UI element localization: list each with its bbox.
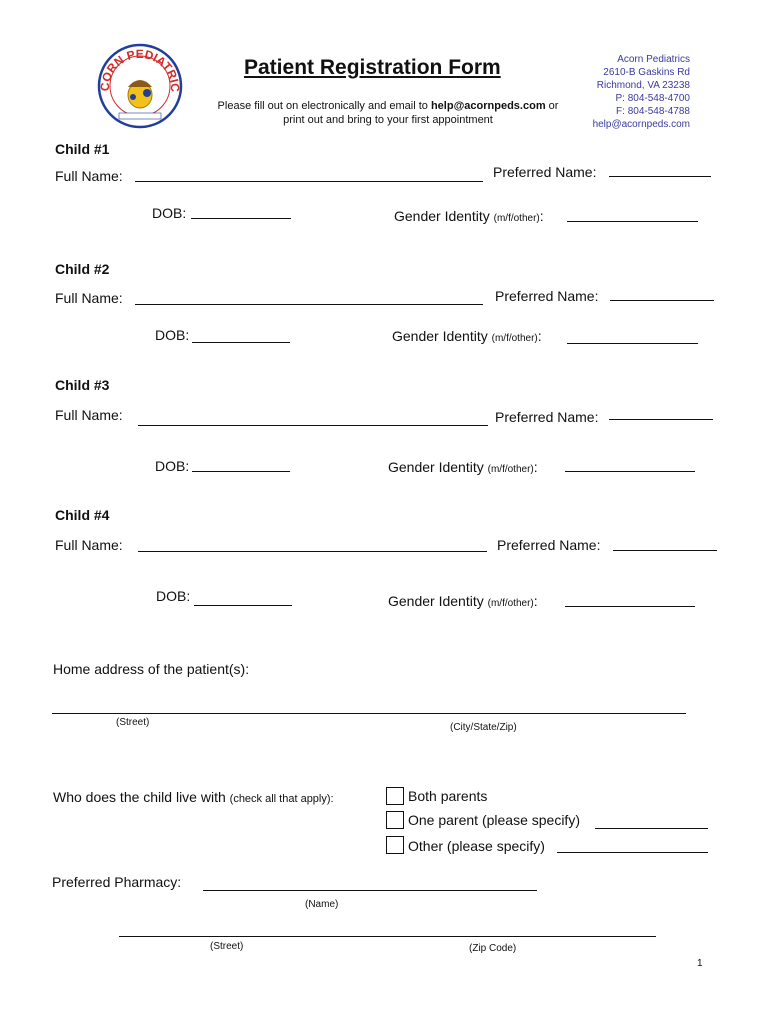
one-parent-checkbox[interactable]: [386, 811, 404, 829]
child-2-preferred-name-field[interactable]: [610, 300, 714, 301]
instructions: Please fill out on electronically and email to help@acornpeds.com or print out and bring to your first appointment: [217, 100, 559, 126]
child-4-preferred-name-field[interactable]: [613, 550, 717, 551]
child-1-preferred-name-label: Preferred Name:: [493, 164, 597, 180]
pharmacy-label: Preferred Pharmacy:: [52, 874, 182, 890]
child-2-gender-label: Gender Identity (m/f/other):: [392, 328, 542, 344]
child-1-dob-field[interactable]: [191, 218, 291, 219]
child-1-full-name-label: Full Name:: [55, 168, 123, 184]
child-2-full-name-field[interactable]: [135, 304, 483, 305]
child-2-heading: Child #2: [55, 261, 110, 277]
pharmacy-name-field[interactable]: [203, 890, 537, 891]
child-2-gender-field[interactable]: [567, 343, 698, 344]
instructions-email: help@acornpeds.com: [430, 100, 546, 112]
child-1-gender-field[interactable]: [567, 221, 698, 222]
child-2-dob-label: DOB:: [155, 327, 190, 343]
child-2-full-name-label: Full Name:: [55, 290, 123, 306]
home-address-label: Home address of the patient(s):: [53, 661, 250, 677]
clinic-address: Acorn Pediatrics 2610-B Gaskins Rd Richmond, VA 23238 P: 804-548-4700 F: 804-548-4788 help@acornpeds.com: [592, 54, 690, 130]
both-parents-label: Both parents: [408, 788, 488, 804]
child-3-gender-field[interactable]: [565, 471, 695, 472]
child-1-dob-label: DOB:: [152, 205, 187, 221]
child-3-dob-label: DOB:: [155, 458, 190, 474]
child-4-full-name-label: Full Name:: [55, 537, 123, 553]
home-address-field[interactable]: [52, 713, 686, 714]
child-1-full-name-field[interactable]: [135, 181, 483, 182]
child-2-dob-field[interactable]: [192, 342, 290, 343]
child-4-full-name-field[interactable]: [138, 551, 487, 552]
child-1-heading: Child #1: [55, 141, 110, 157]
pharmacy-street-caption: (Street): [210, 941, 244, 952]
child-3-dob-field[interactable]: [192, 471, 290, 472]
child-4-gender-label: Gender Identity (m/f/other):: [388, 593, 538, 609]
other-checkbox[interactable]: [386, 836, 404, 854]
logo-text: CORN PEDIATRIC: [97, 46, 183, 93]
child-4-gender-field[interactable]: [565, 606, 695, 607]
one-parent-specify-field[interactable]: [595, 828, 708, 829]
pharmacy-zip-caption: (Zip Code): [469, 943, 517, 954]
child-4-dob-field[interactable]: [194, 605, 292, 606]
page-number: 1: [697, 958, 703, 969]
page-title: Patient Registration Form: [244, 56, 501, 79]
home-address-city-caption: (City/State/Zip): [450, 722, 517, 733]
pharmacy-name-caption: (Name): [305, 899, 339, 910]
child-3-full-name-field[interactable]: [138, 425, 488, 426]
pharmacy-address-field[interactable]: [119, 936, 656, 937]
child-3-full-name-label: Full Name:: [55, 407, 123, 423]
lives-with-label: Who does the child live with (check all that apply):: [53, 789, 334, 805]
child-3-heading: Child #3: [55, 377, 110, 393]
other-specify-field[interactable]: [557, 852, 708, 853]
logo: [97, 43, 183, 129]
other-label: Other (please specify): [408, 838, 545, 854]
home-address-street-caption: (Street): [116, 717, 150, 728]
child-1-gender-label: Gender Identity (m/f/other):: [394, 208, 544, 224]
child-3-preferred-name-field[interactable]: [609, 419, 713, 420]
child-4-dob-label: DOB:: [156, 588, 191, 604]
child-2-preferred-name-label: Preferred Name:: [495, 288, 599, 304]
child-3-gender-label: Gender Identity (m/f/other):: [388, 459, 538, 475]
acorn-logo-icon: [97, 43, 183, 129]
child-3-preferred-name-label: Preferred Name:: [495, 409, 599, 425]
child-1-preferred-name-field[interactable]: [609, 176, 711, 177]
child-4-preferred-name-label: Preferred Name:: [497, 537, 601, 553]
one-parent-label: One parent (please specify): [408, 812, 580, 828]
child-4-heading: Child #4: [55, 507, 110, 523]
both-parents-checkbox[interactable]: [386, 787, 404, 805]
